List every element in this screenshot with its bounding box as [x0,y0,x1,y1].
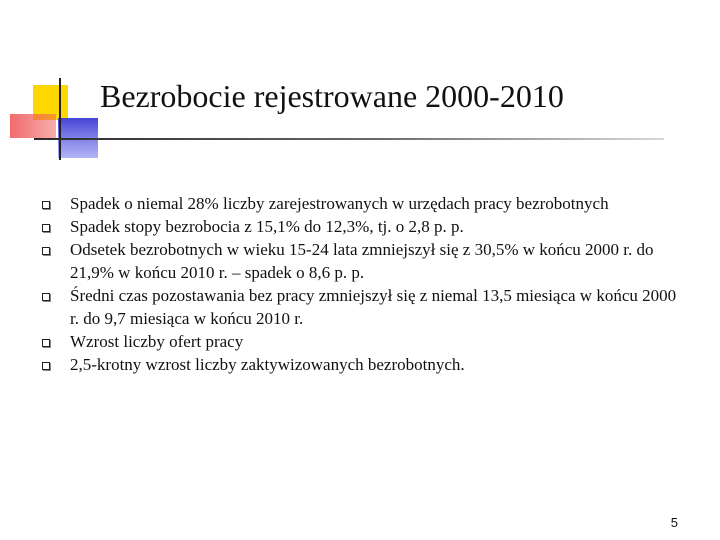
title-divider [34,138,664,140]
bullet-item [42,284,682,330]
bullet-item [42,215,682,238]
bullet-item [42,238,682,284]
hollow-square-bullet-icon [42,339,50,347]
slide-title: Bezrobocie rejestrowane 2000-2010 [100,78,564,114]
bullet-text: Odsetek bezrobotnych w wieku 15-24 lata zmniejszył się z 30,5% w końcu 2000 r. do 21,9% w końcu 2010 r. – spadek o 8,6 p. p. [70,240,654,282]
bullet-text: Wzrost liczby ofert pracy [70,332,244,351]
bullet-list [42,192,682,376]
bullet-item [42,192,682,215]
page-number: 5 [670,515,678,530]
bullet-text: Spadek o niemal 28% liczby zarejestrowanych w urzędach pracy bezrobotnych [70,194,609,213]
bullet-text: Średni czas pozostawania bez pracy zmniejszył się z niemal 13,5 miesiąca w końcu 2000 r. do 9,7 miesiąca w końcu 2010 r. [70,286,677,328]
hollow-square-bullet-icon [42,224,50,232]
hollow-square-bullet-icon [42,247,50,255]
vertical-rule [59,78,61,160]
red-bar [10,114,56,138]
hollow-square-bullet-icon [42,201,50,209]
bullet-item [42,330,682,353]
bullet-text: Spadek stopy bezrobocia z 15,1% do 12,3%, tj. o 2,8 p. p. [70,217,464,236]
bullet-text: 2,5-krotny wzrost liczby zaktywizowanych bezrobotnych. [70,355,465,374]
hollow-square-bullet-icon [42,362,50,370]
corner-decoration [0,0,110,170]
bullet-item [42,353,682,376]
hollow-square-bullet-icon [42,293,50,301]
